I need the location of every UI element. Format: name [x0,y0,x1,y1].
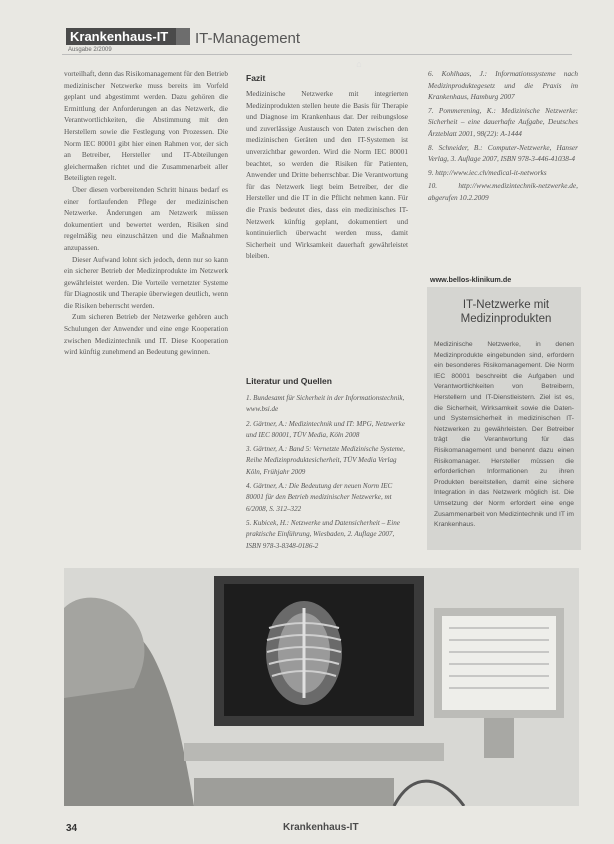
literature-list [246,393,408,555]
column-middle [246,88,408,370]
list-item: 2. Gärtner, A.: Medizintechnik und IT: MPG, Netzwerke und IEC 80001, TÜV Media, Köln 2008 [246,419,405,439]
list-item: 7. Pommerening, K.: Medizinische Netzwerke: Sicherheit – eine dauerhafte Aufgabe, Deutsches Ärzteblatt 2001, 98(22): A-1444 [428,105,578,138]
magazine-logo: Krankenhaus-IT [66,28,176,45]
list-item: 10. http://www.medizintechnik-netzwerke.de, abgerufen 10.2.2009 [428,181,578,202]
column-left [64,68,228,568]
list-item: 1. Bundesamt für Sicherheit in der Informationstechnik, www.bsi.de [246,394,405,414]
paragraph: Medizinische Netzwerke mit integrierten Medizinprodukten stellen heute die Basis für Therapie und Diagnose im Krankenhaus dar. Der reibungslose und zuverlässige Austausch von Daten zwischen den medizinischen Geräten und den IT-Systemen ist unverzichtbar geworden. Wird die Norm IEC 80001 beachtet, so werden die Risiken für Patienten, Anwender und Dritte beherrschbar. Die Verantwortung für das Netzwerk liegt beim Betreiber, der die Hersteller und die IT in die Pflicht nehmen kann. Für die Praxis bedeutet dies, dass ein medizinisches IT-Netzwerk künftig geplant, dokumentiert und kontinuierlich überwacht werden muss, damit Sicherheit und Wirksamkeit dauerhaft gewährleistet bleiben. [246,89,408,261]
info-box-text: Medizinische Netzwerke, in denen Medizinprodukte eingebunden sind, erfordern ein besonderes Risikomanagement. Die Norm IEC 80001 beschreibt die Aufgaben und Verantwortlichkeiten von Betreibern, Herstellern und IT-Dienstleistern. Ziel ist es, die Sicherheit, Wirksamkeit sowie die Daten- und Systemsicherheit in medizinischen IT-Netzwerken zu gewährleisten. Der Betreiber trägt die Verantwortung für das Risikomanagement und benennt dazu einen Risikomanager. Hersteller müssen die erforderlichen Informationen zu ihren Produkten bereitstellen, damit eine sichere Integration in das Netzwerk möglich ist. Die Umsetzung der Norm erfordert eine enge Zusammenarbeit von Medizintechnik und IT im Krankenhaus. [434,341,574,529]
list-item: 8. Schneider, B.: Computer-Netzwerke, Hanser Verlag, 3. Auflage 2007, ISBN 978-3-446-41038-4 [428,142,578,164]
photo-illustration [64,568,579,806]
paragraph: vorteilhaft, denn das Risikomanagement für den Betrieb medizinischer Netzwerke muss bereits im Vorfeld geplant und abgestimmt werden. Dazu gehören die Ermittlung der Anforderungen an das Netzwerk, die Verantwortlichkeiten, die Abstimmung mit den Herstellern sowie die Festlegung von Prozessen. Die Norm IEC 80001 gibt hier einen Rahmen vor, der sich an Betreiber, Hersteller und IT-Abteilungen gleichermaßen richtet und die Zusammenarbeit aller Beteiligten regelt. [64,69,228,183]
column-right-references [428,68,578,268]
paragraph: Dieser Aufwand lohnt sich jedoch, denn nur so kann ein sicherer Betrieb der Medizinprodukte im Netzwerk gewährleistet werden. Die Vorteile vernetzter Systeme für Diagnostik und Therapie überwiegen deutlich, wenn die Risiken beherrscht werden. [64,254,228,310]
hospital-photo [64,568,579,806]
list-item: 3. Gärtner, A.: Band 5: Vernetzte Medizinische Systeme, Reihe Medizinproduktesicherheit, TÜV Media Verlag Köln, Frühjahr 2009 [246,445,405,476]
conclusion-heading: Fazit [246,73,266,83]
list-item: 4. Gärtner, A.: Die Bedeutung der neuen Norm IEC 80001 für den Betrieb medizinischer Netzwerke, mt 6/2008, S. 312–322 [246,482,393,513]
list-item: 9. http://www.iec.ch/medical-it-networks [428,167,547,177]
issue-label: Ausgabe 2/2009 [68,47,112,53]
list-item: 5. Kubicek, H.: Netzwerke und Datensicherheit – Eine praktische Einführung, Wiesbaden, 2. Auflage 2007, ISBN 978-3-8348-0186-2 [246,518,400,550]
info-box-title: IT-Netzwerke mit Medizinprodukten [460,299,552,325]
header-divider [62,54,572,55]
footer-logo: Krankenhaus-IT [283,822,359,833]
house-icon: ⌂ [356,59,362,69]
page-number: 34 [66,823,78,834]
paragraph: Über diesen vorbereitenden Schritt hinaus bedarf es einer fortlaufenden Pflege der medizinischen Netzwerke. Änderungen am Netzwerk müssen dokumentiert und bewertet werden, Risiken sind regelmäßig neu einzuschätzen und die Maßnahmen anzupassen. [64,184,228,252]
literature-heading: Literatur und Quellen [246,376,332,386]
paragraph: Zum sicheren Betrieb der Netzwerke gehören auch Schulungen der Anwender und eine enge Kooperation zwischen Medizintechnik und IT. Diese Kooperation wird künftig zunehmend an Bedeutung gewinnen. [64,312,228,357]
list-item: 6. Kohlhaas, J.: Informationssysteme nach Medizinproduktegesetz und die Praxis im Krankenhaus, Hamburg 2007 [428,69,578,102]
website-link[interactable]: www.bellos-klinikum.de [430,275,512,284]
section-title: IT-Management [195,30,301,47]
